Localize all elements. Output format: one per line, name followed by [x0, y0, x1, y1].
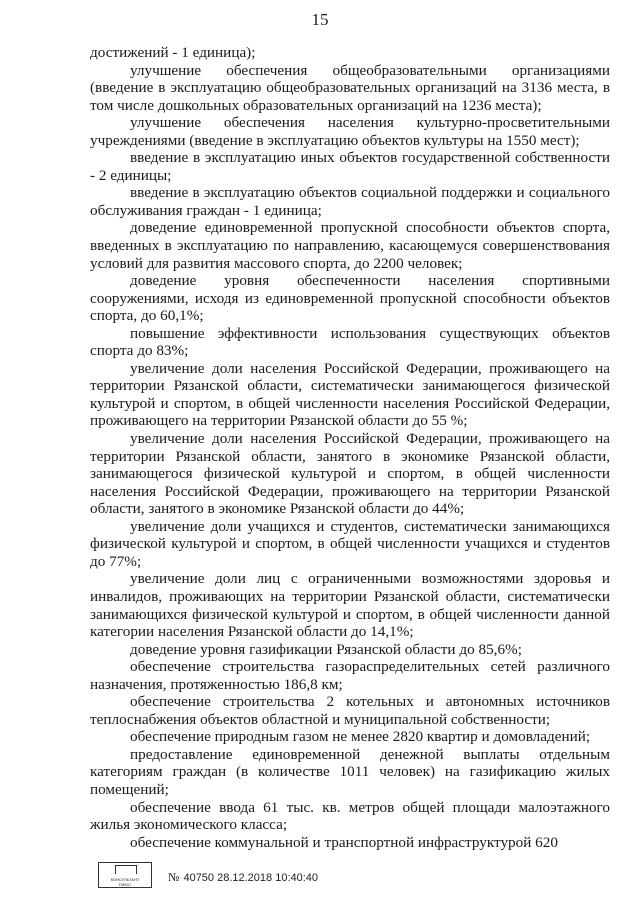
emblem-logo — [98, 862, 152, 888]
paragraph: предоставление единовременной денежной выплаты отдельным категориям граждан (в количестве 1011 человек) на газификацию жилых помещений; — [90, 745, 610, 798]
paragraph: улучшение обеспечения населения культурно-просветительными учреждениями (введение в эксплуатацию объектов культуры на 1550 мест); — [90, 114, 610, 149]
paragraph: введение в эксплуатацию иных объектов государственной собственности - 2 единицы; — [90, 149, 610, 184]
paragraph: увеличение доли учащихся и студентов, систематически занимающихся физической культурой и спортом, в общей численности учащихся и студентов до 77%; — [90, 517, 610, 570]
footer — [98, 862, 568, 892]
paragraph: введение в эксплуатацию объектов социальной поддержки и социального обслуживания граждан - 1 единица; — [90, 184, 610, 219]
paragraph: повышение эффективности использования существующих объектов спорта до 83%; — [90, 324, 610, 360]
paragraph: доведение уровня газификации Рязанской области до 85,6%; — [130, 640, 522, 658]
registration-stamp — [168, 870, 318, 885]
document-body — [90, 44, 610, 851]
paragraph: увеличение доли населения Российской Федерации, проживающего на территории Рязанской области, систематически занимающегося физической культурой и спортом, в общей численности населения Российской Федерации, проживающего на территории Рязанской области до 55 %; — [90, 359, 610, 430]
paragraph: обеспечение природным газом не менее 2820 квартир и домовладений; — [130, 728, 591, 746]
page-number: 15 — [311, 10, 329, 29]
building-icon — [115, 865, 137, 874]
number-sign: № — [168, 870, 180, 884]
registration-number-date: 40750 28.12.2018 10:40:40 — [183, 872, 319, 884]
paragraph: обеспечение строительства газораспределительных сетей различного назначения, протяженностью 186,8 км; — [90, 658, 610, 693]
paragraph: увеличение доли лиц с ограниченными возможностями здоровья и инвалидов, проживающих на территории Рязанской области, систематически занимающихся физической культурой и спортом, в общей численности данной категории населения Рязанской области до 14,1%; — [90, 570, 610, 641]
paragraph: обеспечение строительства 2 котельных и автономных источников теплоснабжения объектов областной и муниципальной собственности; — [90, 693, 610, 728]
paragraph: обеспечение коммунальной и транспортной инфраструктурой 620 — [130, 833, 558, 851]
emblem-line: ПЛЮС — [118, 882, 132, 887]
paragraph: увеличение доли населения Российской Федерации, проживающего на территории Рязанской области, занятого в экономике Рязанской области, занимающегося физической культурой и спортом, в общей численности населения Российской Федерации, проживающего на территории Рязанской области, занятого в экономике Рязанской области до 44%; — [90, 430, 610, 518]
paragraph: улучшение обеспечения общеобразовательными организациями (введение в эксплуатацию общеобразовательных организаций на 3136 места, в том числе дошкольных образовательных организаций на 1236 места); — [90, 61, 610, 114]
paragraph: достижений - 1 единица); — [90, 44, 256, 61]
paragraph: доведение уровня обеспеченности населения спортивными сооружениями, исходя из единовременной пропускной способности объектов спорта, до 60,1%; — [90, 272, 610, 325]
paragraph: доведение единовременной пропускной способности объектов спорта, введенных в эксплуатацию по направлению, касающемуся совершенствования условий для развития массового спорта, до 2200 человек; — [90, 219, 610, 272]
emblem-line: КОНСУЛЬТАНТ — [110, 877, 140, 882]
paragraph: обеспечение ввода 61 тыс. кв. метров общей площади малоэтажного жилья экономического класса; — [90, 798, 610, 834]
